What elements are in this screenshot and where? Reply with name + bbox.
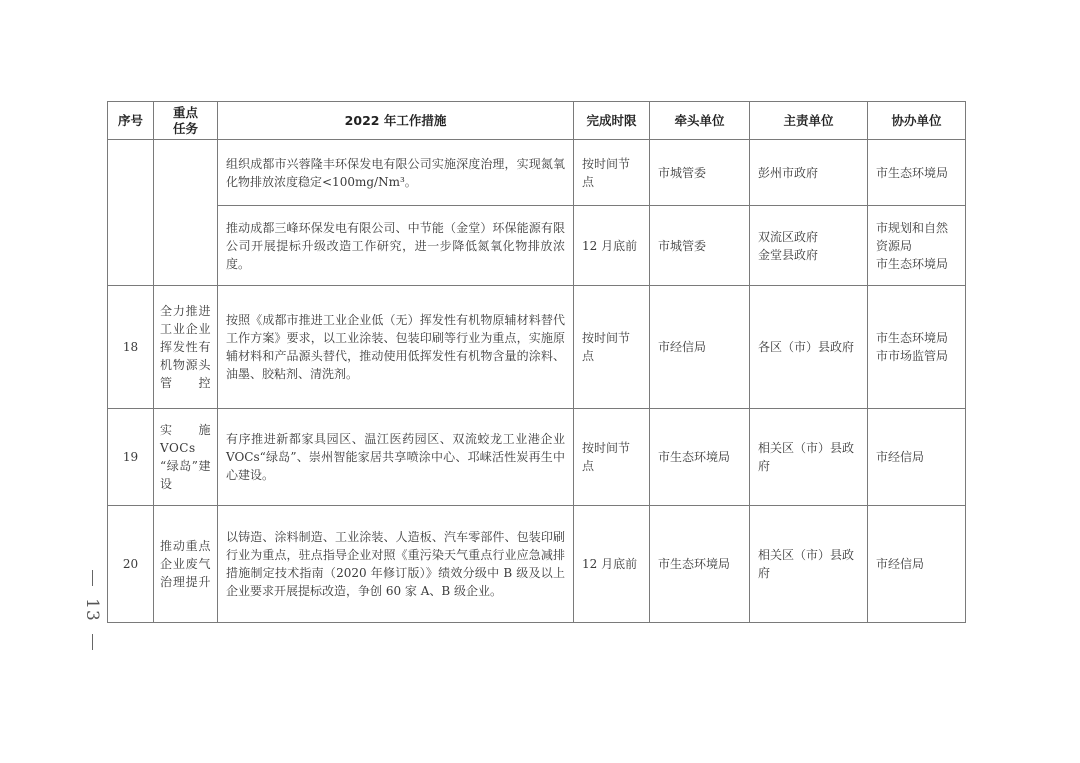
row-assist-unit: 市生态环境局 <box>868 140 966 206</box>
row-task: 推动重点企业废气治理提升 <box>154 506 218 623</box>
row-assist-unit: 市经信局 <box>868 506 966 623</box>
header-measure: 2022 年工作措施 <box>218 102 574 140</box>
row-number <box>108 140 154 286</box>
table-row <box>108 140 966 206</box>
row-measure: 按照《成都市推进工业企业低（无）挥发性有机物原辅材料替代工作方案》要求，以工业涂装、包装印刷等行业为重点，实施原辅材料和产品源头替代，推动使用低挥发性有机物含量的涂料、油墨、胶粘剂、清洗剂。 <box>218 286 574 409</box>
row-deadline: 12 月底前 <box>574 506 650 623</box>
row-measure: 以铸造、涂料制造、工业涂装、人造板、汽车零部件、包装印刷行业为重点，驻点指导企业对照《重污染天气重点行业应急减排措施制定技术指南（2020 年修订版）》绩效分级中 B 级及以上企业要求开展提标改造，争创 60 家 A、B 级企业。 <box>218 506 574 623</box>
measures-table <box>107 101 966 623</box>
row-task: 全力推进工业企业挥发性有机物源头管控 <box>154 286 218 409</box>
row-number: 18 <box>108 286 154 409</box>
row-lead-unit: 市经信局 <box>650 286 750 409</box>
header-assist-unit: 协办单位 <box>868 102 966 140</box>
row-lead-unit: 市生态环境局 <box>650 409 750 506</box>
row-assist-unit: 市生态环境局 市市场监管局 <box>868 286 966 409</box>
row-deadline: 按时间节点 <box>574 286 650 409</box>
page-number-dash-top <box>92 570 93 586</box>
page-number: 13 <box>82 598 103 622</box>
header-lead-unit: 牵头单位 <box>650 102 750 140</box>
row-deadline: 12 月底前 <box>574 206 650 286</box>
header-main-unit: 主责单位 <box>750 102 868 140</box>
row-measure: 组织成都市兴蓉隆丰环保发电有限公司实施深度治理，实现氮氧化物排放浓度稳定<100mg/Nm³。 <box>218 140 574 206</box>
row-lead-unit: 市生态环境局 <box>650 506 750 623</box>
row-main-unit: 相关区（市）县政府 <box>750 506 868 623</box>
page-number-dash-bottom <box>92 634 93 650</box>
row-deadline: 按时间节点 <box>574 409 650 506</box>
table-row <box>108 506 966 623</box>
row-measure: 推动成都三峰环保发电有限公司、中节能（金堂）环保能源有限公司开展提标升级改造工作研究，进一步降低氮氧化物排放浓度。 <box>218 206 574 286</box>
row-assist-unit: 市经信局 <box>868 409 966 506</box>
row-main-unit: 各区（市）县政府 <box>750 286 868 409</box>
row-main-unit: 彭州市政府 <box>750 140 868 206</box>
header-deadline: 完成时限 <box>574 102 650 140</box>
row-main-unit: 相关区（市）县政府 <box>750 409 868 506</box>
table-row <box>108 286 966 409</box>
table-row <box>108 409 966 506</box>
row-number: 19 <box>108 409 154 506</box>
page-number-marker <box>82 570 102 650</box>
row-main-unit: 双流区政府 金堂县政府 <box>750 206 868 286</box>
header-task: 重点 任务 <box>154 102 218 140</box>
row-task <box>154 140 218 286</box>
row-task: 实施VOCs “绿岛”建设 <box>154 409 218 506</box>
row-lead-unit: 市城管委 <box>650 140 750 206</box>
table-row <box>108 206 966 286</box>
row-measure: 有序推进新都家具园区、温江医药园区、双流蛟龙工业港企业 VOCs“绿岛”、崇州智能家居共享喷涂中心、邛崃活性炭再生中心建设。 <box>218 409 574 506</box>
row-lead-unit: 市城管委 <box>650 206 750 286</box>
row-assist-unit: 市规划和自然资源局 市生态环境局 <box>868 206 966 286</box>
header-no: 序号 <box>108 102 154 140</box>
row-number: 20 <box>108 506 154 623</box>
table-header-row <box>108 102 966 140</box>
row-deadline: 按时间节点 <box>574 140 650 206</box>
